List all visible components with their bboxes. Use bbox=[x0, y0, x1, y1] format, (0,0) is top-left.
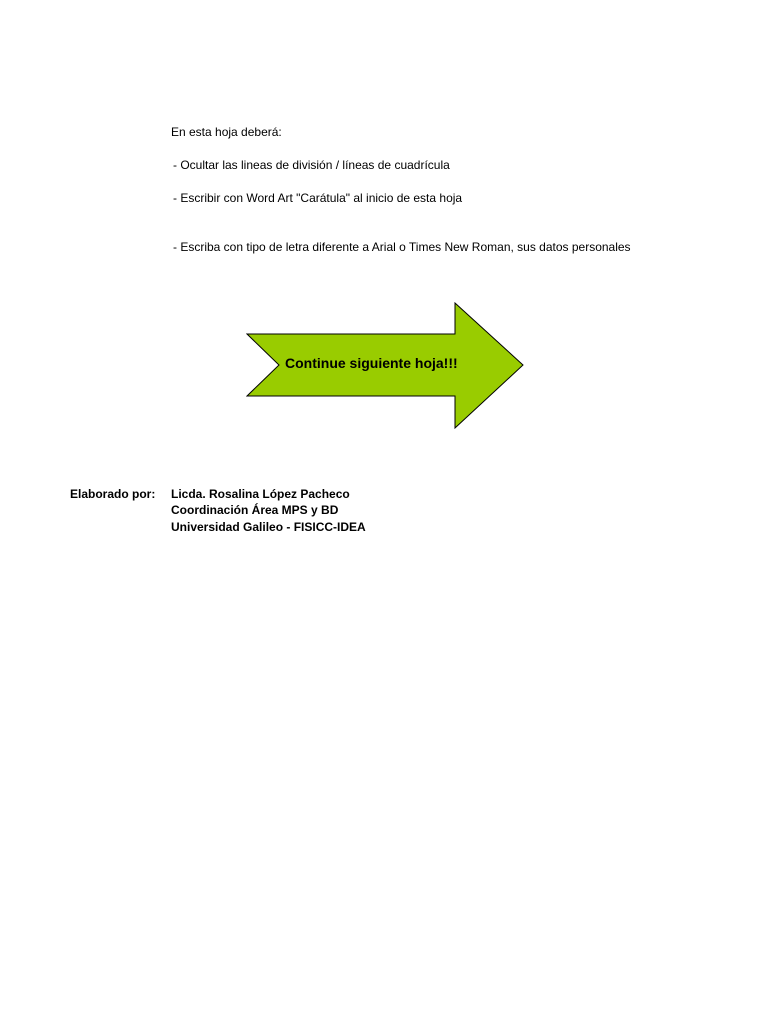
credits-label: Elaborado por: bbox=[70, 487, 156, 501]
continue-arrow-shape bbox=[246, 302, 524, 429]
instruction-item: - Ocultar las lineas de división / líneas de cuadrícula bbox=[173, 158, 450, 172]
instruction-item: - Escribir con Word Art "Carátula" al inicio de esta hoja bbox=[173, 191, 463, 205]
credit-line: Licda. Rosalina López Pacheco bbox=[171, 487, 350, 501]
credit-line: Coordinación Área MPS y BD bbox=[171, 503, 339, 517]
instruction-item: - Escriba con tipo de letra diferente a Arial o Times New Roman, sus datos personales bbox=[173, 240, 631, 254]
arrow-label: Continue siguiente hoja!!! bbox=[285, 355, 458, 371]
credit-line: Universidad Galileo - FISICC-IDEA bbox=[171, 520, 366, 534]
instructions-intro: En esta hoja deberá: bbox=[171, 125, 282, 139]
